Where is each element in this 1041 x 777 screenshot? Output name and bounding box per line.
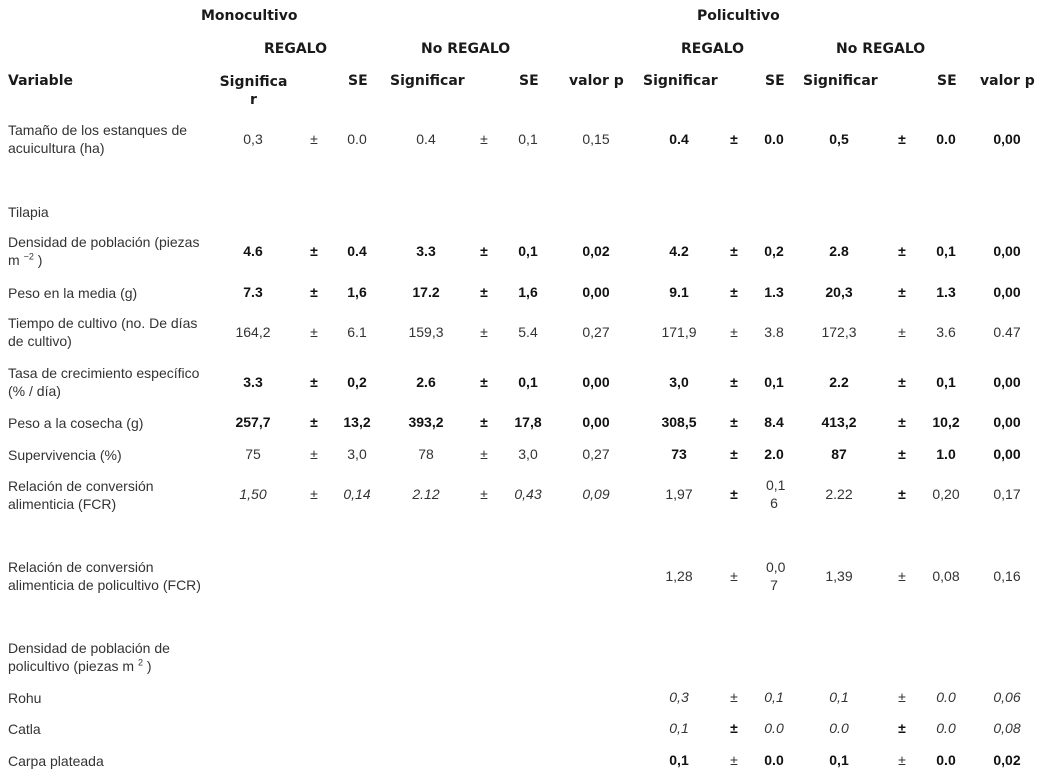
- p-value-poly-cell: 0,00: [993, 414, 1021, 430]
- plus-minus-sign: ±: [730, 568, 738, 584]
- mean-poly-no-regalo-cell: 0,1: [829, 689, 849, 705]
- mean-mono-regalo-cell: 164,2: [235, 324, 271, 340]
- se-mono-regalo-cell: 3,0: [347, 446, 367, 462]
- plus-minus-sign: ±: [310, 243, 318, 259]
- mean-poly-regalo-cell: 3,0: [669, 374, 689, 390]
- plus-minus-sign: ±: [730, 414, 738, 430]
- mean-poly-no-regalo-cell: 2.8: [829, 243, 849, 259]
- p-value-mono-cell: 0,27: [582, 446, 610, 462]
- mean-poly-regalo-cell: 4.2: [669, 243, 689, 259]
- mean-poly-regalo-cell: 0,1: [669, 720, 689, 736]
- plus-minus-sign: ±: [898, 446, 906, 462]
- mean-poly-regalo-cell: 0,3: [669, 689, 689, 705]
- p-value-mono-cell: 0,00: [582, 284, 610, 300]
- se-mono-no-regalo-cell: 1,6: [518, 284, 538, 300]
- col-header-se-mono-regalo: SE: [348, 73, 368, 89]
- p-value-mono-cell: 0,27: [582, 324, 610, 340]
- col-header-mean-poly-no-regalo: Significar: [803, 73, 878, 89]
- row-label: [8, 639, 213, 675]
- plus-minus-sign: ±: [898, 752, 906, 768]
- row-label-text: Peso a la cosecha (g): [8, 415, 144, 431]
- row-label-text: Relación de conversión alimenticia (FCR): [8, 478, 154, 512]
- col-header-mean-poly-regalo: Significar: [643, 73, 718, 89]
- plus-minus-sign: ±: [480, 486, 488, 502]
- se-poly-regalo-cell: 0.0: [764, 131, 784, 147]
- row-label: [8, 720, 213, 738]
- p-value-poly-cell: 0,16: [993, 568, 1021, 584]
- row-label-text: Tiempo de cultivo (no. De días de cultivo): [8, 315, 198, 349]
- row-label: [8, 284, 213, 302]
- row-label: [8, 477, 213, 513]
- row-label: [8, 314, 213, 350]
- plus-minus-sign: ±: [898, 720, 906, 736]
- mean-mono-regalo-cell: 7.3: [243, 284, 263, 300]
- plus-minus-sign: ±: [480, 284, 488, 300]
- p-value-poly-cell: 0,02: [993, 752, 1021, 768]
- col-header-se-mono-no-regalo: SE: [519, 73, 539, 89]
- se-poly-no-regalo-cell: 0,20: [932, 486, 960, 502]
- se-mono-regalo-cell: 1,6: [347, 284, 367, 300]
- se-poly-no-regalo-cell: 1.3: [936, 284, 956, 300]
- plus-minus-sign: ±: [730, 752, 738, 768]
- se-poly-no-regalo-cell: 0.0: [936, 689, 956, 705]
- plus-minus-sign: ±: [730, 324, 738, 340]
- p-value-poly-cell: 0,00: [993, 131, 1021, 147]
- subheader-mono-no-regalo: No REGALO: [421, 41, 511, 57]
- se-mono-regalo-cell: 0,14: [343, 486, 371, 502]
- row-label: [8, 203, 213, 221]
- p-value-poly-cell: 0,17: [993, 486, 1021, 502]
- col-header-mean-mono-no-regalo: Significar: [390, 73, 465, 89]
- row-label-text: Catla: [8, 721, 41, 737]
- mean-mono-regalo-cell: 1,50: [239, 486, 267, 502]
- se-poly-regalo-cell: 0.0: [764, 720, 784, 736]
- plus-minus-sign: ±: [898, 414, 906, 430]
- se-poly-regalo-cell: 0.0: [764, 752, 784, 768]
- mean-mono-no-regalo-cell: 2.6: [416, 374, 436, 390]
- mean-poly-no-regalo-cell: 172,3: [821, 324, 857, 340]
- row-label-text: Carpa plateada: [8, 753, 104, 769]
- p-value-poly-cell: 0,00: [993, 374, 1021, 390]
- row-label-text: Peso en la media (g): [8, 285, 138, 301]
- row-label: [8, 364, 213, 400]
- p-value-poly-cell: 0,00: [993, 243, 1021, 259]
- mean-poly-no-regalo-cell: 1,39: [825, 568, 853, 584]
- p-value-mono-cell: 0,15: [582, 131, 610, 147]
- se-poly-no-regalo-cell: 0,08: [932, 568, 960, 584]
- se-mono-no-regalo-cell: 0,1: [518, 374, 538, 390]
- p-value-poly-cell: 0,00: [993, 446, 1021, 462]
- se-mono-regalo-cell: 0.4: [347, 243, 367, 259]
- row-label: [8, 558, 213, 594]
- plus-minus-sign: ±: [898, 486, 906, 502]
- mean-mono-no-regalo-cell: 393,2: [408, 414, 444, 430]
- se-poly-regalo-cell: 0,2: [764, 243, 784, 259]
- row-label: [8, 689, 213, 707]
- mean-mono-no-regalo-cell: 17.2: [412, 284, 440, 300]
- se-mono-regalo-cell: 6.1: [347, 324, 367, 340]
- plus-minus-sign: ±: [730, 284, 738, 300]
- plus-minus-sign: ±: [310, 374, 318, 390]
- row-label-text: Tilapia: [8, 204, 49, 220]
- se-mono-no-regalo-cell: 0,1: [518, 243, 538, 259]
- se-mono-regalo-cell: 13,2: [343, 414, 371, 430]
- row-label: [8, 446, 213, 464]
- mean-mono-no-regalo-cell: 78: [418, 446, 434, 462]
- p-value-mono-cell: 0,09: [582, 486, 610, 502]
- mean-mono-no-regalo-cell: 3.3: [416, 243, 436, 259]
- plus-minus-sign: ±: [480, 374, 488, 390]
- se-poly-regalo-cell: 0,1: [764, 689, 784, 705]
- subheader-mono-regalo: REGALO: [264, 41, 327, 57]
- se-poly-no-regalo-cell: 3.6: [936, 324, 956, 340]
- se-poly-no-regalo-cell: 0,1: [936, 243, 956, 259]
- plus-minus-sign: ±: [310, 324, 318, 340]
- mean-mono-no-regalo-cell: 0.4: [416, 131, 436, 147]
- mean-poly-regalo-cell: 171,9: [661, 324, 697, 340]
- subheader-poly-regalo: REGALO: [681, 41, 744, 57]
- mean-poly-no-regalo-cell: 87: [831, 446, 847, 462]
- se-poly-regalo-cell: 0,0 7: [766, 559, 786, 593]
- mean-poly-no-regalo-cell: 20,3: [825, 284, 853, 300]
- mean-poly-no-regalo-cell: 0.0: [829, 720, 849, 736]
- p-value-mono-cell: 0,02: [582, 243, 610, 259]
- mean-mono-no-regalo-cell: 159,3: [408, 324, 444, 340]
- plus-minus-sign: ±: [730, 243, 738, 259]
- mean-poly-no-regalo-cell: 0,1: [829, 752, 849, 768]
- mean-poly-regalo-cell: 0,1: [669, 752, 689, 768]
- row-label-superscript: 2: [137, 657, 143, 668]
- plus-minus-sign: ±: [730, 689, 738, 705]
- se-poly-regalo-cell: 8.4: [764, 414, 784, 430]
- plus-minus-sign: ±: [898, 243, 906, 259]
- mean-poly-regalo-cell: 1,28: [665, 568, 693, 584]
- row-label: [8, 414, 213, 432]
- plus-minus-sign: ±: [310, 131, 318, 147]
- plus-minus-sign: ±: [480, 243, 488, 259]
- row-label: [8, 233, 213, 269]
- col-header-se-poly-no-regalo: SE: [937, 73, 957, 89]
- mean-poly-regalo-cell: 1,97: [665, 486, 693, 502]
- plus-minus-sign: ±: [898, 568, 906, 584]
- row-label: [8, 752, 213, 770]
- se-mono-no-regalo-cell: 0,43: [514, 486, 542, 502]
- plus-minus-sign: ±: [480, 131, 488, 147]
- se-poly-no-regalo-cell: 1.0: [936, 446, 956, 462]
- se-poly-regalo-cell: 2.0: [764, 446, 784, 462]
- mean-poly-regalo-cell: 73: [671, 446, 687, 462]
- plus-minus-sign: ±: [730, 374, 738, 390]
- mean-poly-regalo-cell: 0.4: [669, 131, 689, 147]
- mean-mono-regalo-cell: 75: [245, 446, 261, 462]
- mean-poly-no-regalo-cell: 2.2: [829, 374, 849, 390]
- se-poly-no-regalo-cell: 0.0: [936, 131, 956, 147]
- col-header-se-poly-regalo: SE: [765, 73, 785, 89]
- row-label-text: Tamaño de los estanques de acuicultura (ha): [8, 122, 188, 156]
- mean-poly-no-regalo-cell: 2.22: [825, 486, 853, 502]
- se-mono-no-regalo-cell: 5.4: [518, 324, 538, 340]
- row-label-end: ): [146, 658, 152, 674]
- plus-minus-sign: ±: [480, 446, 488, 462]
- row-label-text: Supervivencia (%): [8, 447, 122, 463]
- se-mono-no-regalo-cell: 17,8: [514, 414, 542, 430]
- p-value-poly-cell: 0,08: [993, 720, 1021, 736]
- p-value-mono-cell: 0,00: [582, 414, 610, 430]
- se-mono-no-regalo-cell: 3,0: [518, 446, 538, 462]
- se-mono-regalo-cell: 0,2: [347, 374, 367, 390]
- mean-poly-regalo-cell: 9.1: [669, 284, 689, 300]
- se-mono-regalo-cell: 0.0: [347, 131, 367, 147]
- p-value-poly-cell: 0.47: [993, 324, 1021, 340]
- plus-minus-sign: ±: [898, 324, 906, 340]
- plus-minus-sign: ±: [310, 446, 318, 462]
- plus-minus-sign: ±: [310, 284, 318, 300]
- plus-minus-sign: ±: [730, 720, 738, 736]
- p-value-mono-cell: 0,00: [582, 374, 610, 390]
- se-poly-no-regalo-cell: 0,1: [936, 374, 956, 390]
- row-label-end: ): [37, 252, 43, 268]
- group-header-policultivo: Policultivo: [697, 8, 780, 24]
- subheader-poly-no-regalo: No REGALO: [836, 41, 926, 57]
- se-poly-no-regalo-cell: 0.0: [936, 720, 956, 736]
- mean-mono-regalo-cell: 257,7: [235, 414, 271, 430]
- plus-minus-sign: ±: [898, 131, 906, 147]
- se-poly-no-regalo-cell: 0.0: [936, 752, 956, 768]
- col-header-p-poly: valor p: [980, 73, 1035, 89]
- mean-mono-regalo-cell: 3.3: [243, 374, 263, 390]
- mean-mono-regalo-cell: 0,3: [243, 131, 263, 147]
- plus-minus-sign: ±: [898, 374, 906, 390]
- plus-minus-sign: ±: [480, 324, 488, 340]
- se-poly-regalo-cell: 0,1: [764, 374, 784, 390]
- group-header-monocultivo: Monocultivo: [201, 8, 298, 24]
- se-poly-regalo-cell: 1.3: [764, 284, 784, 300]
- row-label-text: Densidad de población (piezas m: [8, 234, 200, 268]
- row-label-superscript: −2: [23, 251, 34, 262]
- col-header-p-mono: valor p: [569, 73, 624, 89]
- plus-minus-sign: ±: [898, 689, 906, 705]
- plus-minus-sign: ±: [310, 486, 318, 502]
- plus-minus-sign: ±: [730, 486, 738, 502]
- se-poly-no-regalo-cell: 10,2: [932, 414, 960, 430]
- plus-minus-sign: ±: [310, 414, 318, 430]
- mean-poly-no-regalo-cell: 413,2: [821, 414, 857, 430]
- se-poly-regalo-cell: 0,1 6: [766, 477, 786, 511]
- plus-minus-sign: ±: [898, 284, 906, 300]
- mean-poly-regalo-cell: 308,5: [661, 414, 697, 430]
- row-label-text: Tasa de crecimiento específico (% / día): [8, 365, 200, 399]
- mean-poly-no-regalo-cell: 0,5: [829, 131, 849, 147]
- p-value-poly-cell: 0,00: [993, 284, 1021, 300]
- mean-mono-regalo-cell: 4.6: [243, 243, 263, 259]
- col-header-variable: Variable: [8, 73, 73, 89]
- se-poly-regalo-cell: 3.8: [764, 324, 784, 340]
- plus-minus-sign: ±: [730, 131, 738, 147]
- row-label-text: Rohu: [8, 690, 42, 706]
- row-label-text: Densidad de población de policultivo (piezas m: [8, 640, 170, 674]
- se-mono-no-regalo-cell: 0,1: [518, 131, 538, 147]
- plus-minus-sign: ±: [480, 414, 488, 430]
- plus-minus-sign: ±: [730, 446, 738, 462]
- row-label-text: Relación de conversión alimenticia de policultivo (FCR): [8, 559, 201, 593]
- row-label: [8, 121, 213, 157]
- col-header-mean-mono-regalo: Significa r: [219, 74, 288, 108]
- p-value-poly-cell: 0,06: [993, 689, 1021, 705]
- mean-mono-no-regalo-cell: 2.12: [412, 486, 440, 502]
